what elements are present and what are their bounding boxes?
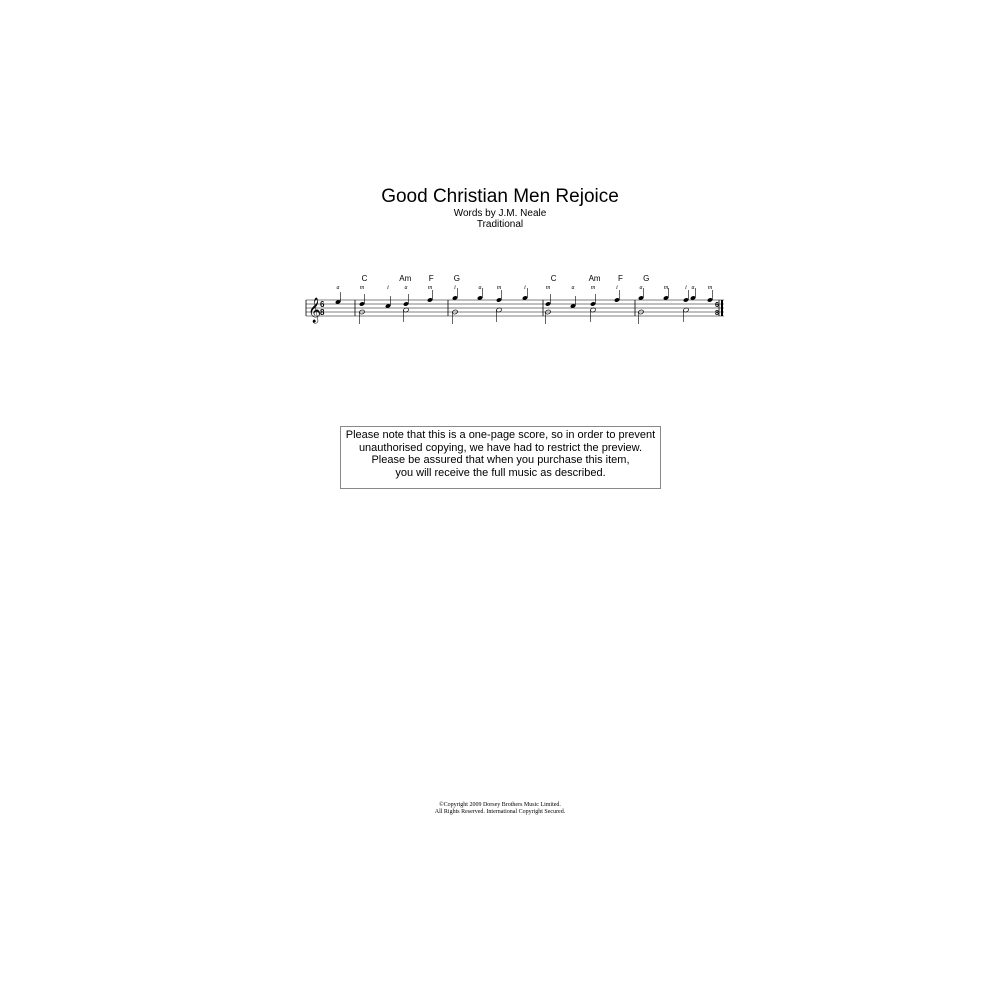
- end-time-signature: [715, 302, 719, 317]
- bass-note: [590, 307, 596, 322]
- music-staff: [300, 268, 730, 338]
- chord-symbol: Am: [588, 274, 601, 283]
- chord-symbol: C: [550, 274, 557, 283]
- score-title: Good Christian Men Rejoice: [381, 186, 619, 207]
- fingering-mark: m: [427, 285, 433, 291]
- bass-note: [638, 309, 644, 324]
- fingering-mark: a: [691, 285, 695, 291]
- bass-note: [403, 307, 409, 322]
- note: [545, 294, 551, 307]
- fingering-mark: a: [404, 285, 408, 291]
- staff-lines: [306, 300, 724, 316]
- copyright-line: All Rights Reserved. International Copyright Secured.: [434, 809, 566, 815]
- fingering-mark: a: [336, 285, 340, 291]
- chord-symbol: G: [643, 274, 650, 283]
- bass-note: [359, 309, 365, 324]
- preview-notice: [340, 426, 661, 489]
- note: [707, 290, 713, 303]
- note: [570, 296, 576, 309]
- fingering-mark: m: [359, 285, 365, 291]
- notice-line: you will receive the full music as described.: [395, 466, 606, 479]
- fingering-mark: m: [496, 285, 502, 291]
- note: [590, 294, 596, 307]
- chord-symbol: G: [453, 274, 461, 283]
- bass-note: [496, 307, 502, 322]
- svg-text:8: 8: [715, 310, 719, 317]
- note: [403, 294, 409, 307]
- note: [683, 290, 689, 303]
- fingering-mark: i: [685, 285, 687, 291]
- fingering-mark: i: [454, 285, 456, 291]
- bass-note: [452, 309, 458, 324]
- notice-line: Please be assured that when you purchase this item,: [371, 454, 630, 466]
- note: [614, 290, 620, 303]
- fingering-mark: m: [663, 285, 669, 291]
- words-credit: Words by J.M. Neale: [453, 208, 547, 219]
- copyright-notice: [0, 802, 1000, 816]
- note: [335, 292, 341, 305]
- fingering-mark: m: [590, 285, 596, 291]
- notes: [335, 288, 713, 324]
- svg-text:6: 6: [715, 302, 719, 309]
- notice-line: Please note that this is a one-page score, so in order to prevent: [345, 429, 656, 441]
- fingering-mark: i: [524, 285, 526, 291]
- bass-note: [683, 307, 689, 322]
- chord-symbol: F: [617, 274, 623, 283]
- note: [359, 294, 365, 307]
- fingering-mark: a: [571, 285, 575, 291]
- note: [427, 290, 433, 303]
- svg-text:6: 6: [320, 300, 325, 309]
- note: [496, 290, 502, 303]
- chord-symbol: C: [361, 274, 368, 283]
- copyright-line: ©Copyright 2009 Dorsey Brothers Music Limited.: [439, 802, 561, 808]
- fingering-mark: a: [639, 285, 643, 291]
- svg-text:8: 8: [320, 308, 325, 317]
- treble-clef: 𝄞: [308, 298, 322, 323]
- time-signature: [320, 300, 325, 317]
- chord-symbol: F: [428, 274, 434, 283]
- note: [385, 296, 391, 309]
- fingering-marks: [337, 285, 713, 291]
- fingering-mark: m: [707, 285, 713, 291]
- fingering-mark: a: [478, 285, 482, 291]
- bass-note: [545, 309, 551, 324]
- fingering-mark: i: [387, 285, 389, 291]
- notice-line: unauthorised copying, we have had to restrict the preview.: [358, 441, 643, 454]
- fingering-mark: m: [545, 285, 551, 291]
- chord-symbol: Am: [399, 274, 412, 283]
- music-credit: Traditional: [476, 219, 524, 230]
- chord-symbols: [362, 274, 650, 283]
- fingering-mark: i: [616, 285, 618, 291]
